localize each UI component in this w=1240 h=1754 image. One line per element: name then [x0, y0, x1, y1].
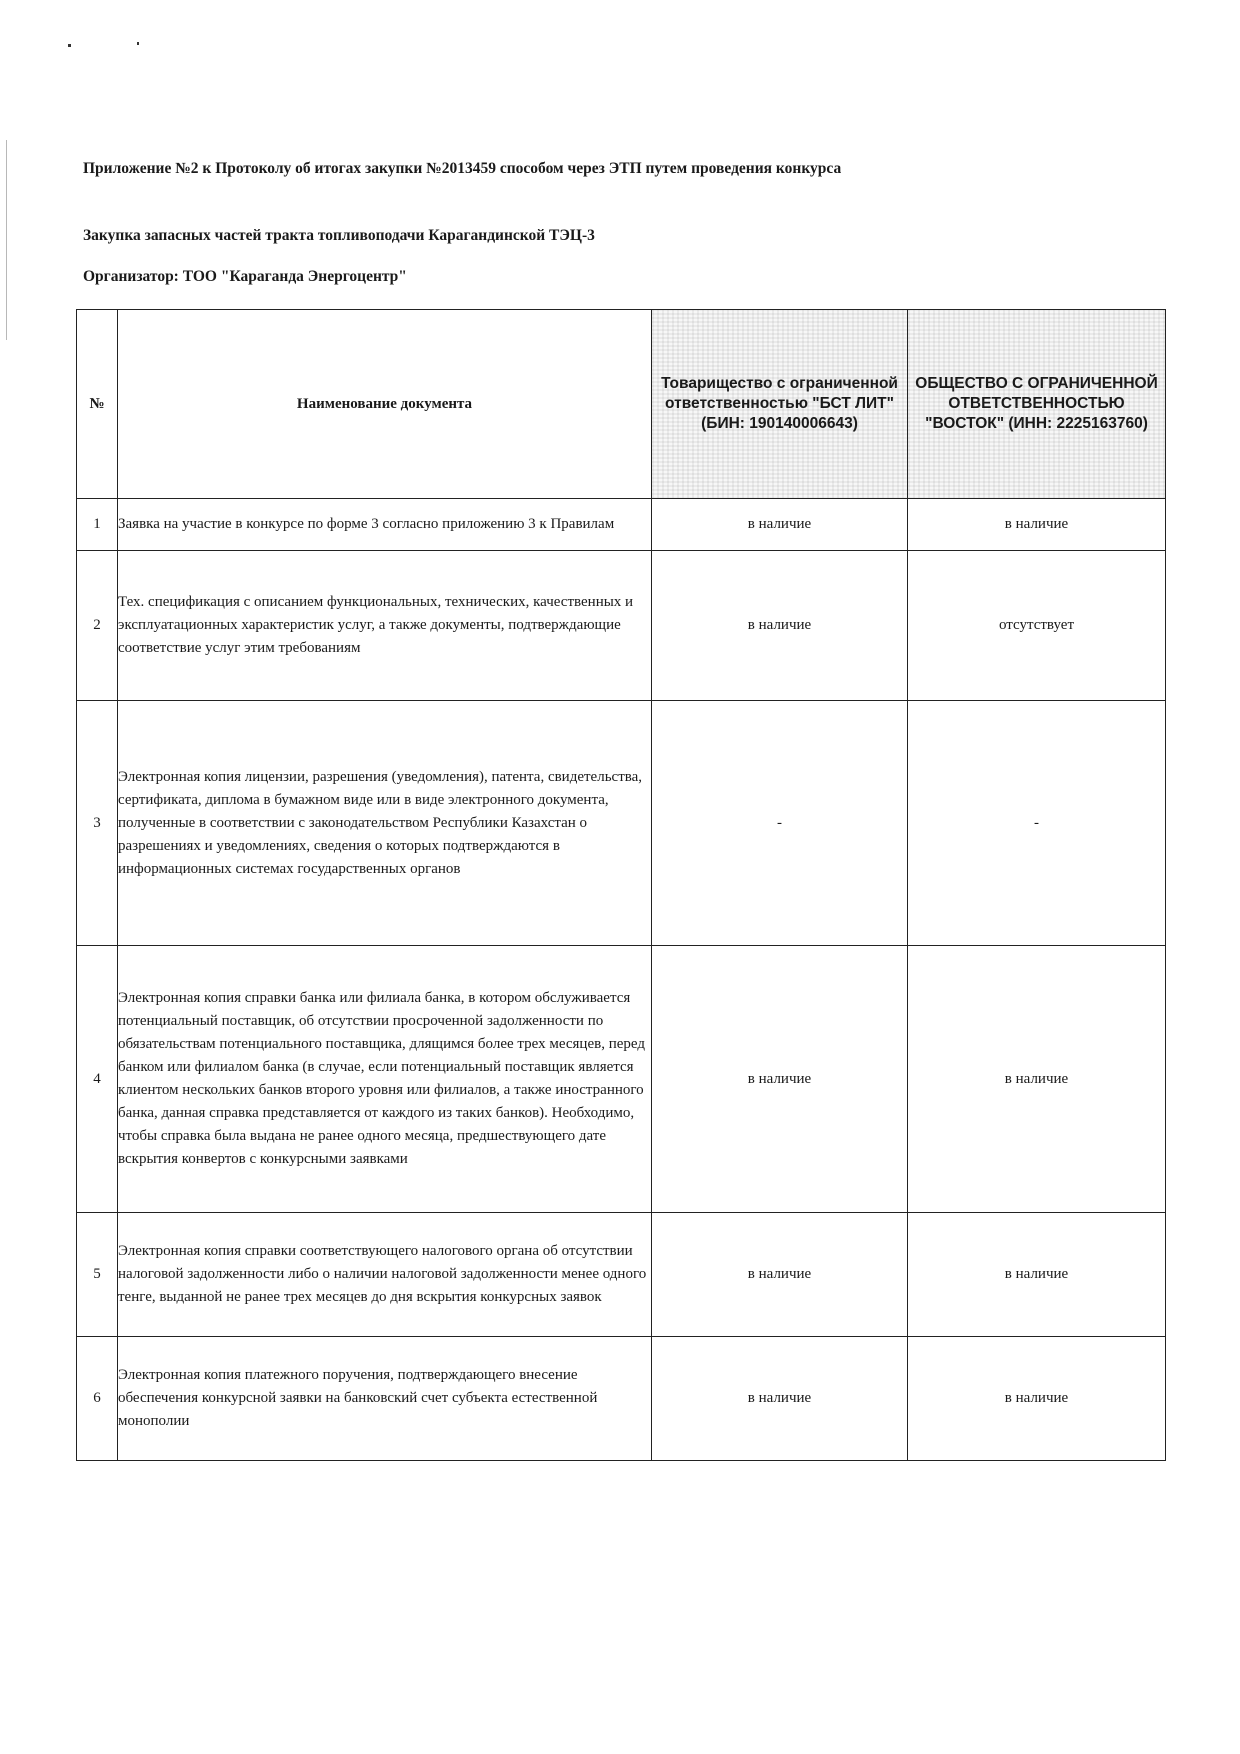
row-document-name: Тех. спецификация с описанием функциональных, технических, качественных и эксплуатационных характеристик услуг, а также документы, подтверждающие соответствие услуг этим требованиям: [118, 551, 652, 701]
table-row: [77, 499, 1166, 551]
documents-table: [76, 309, 1166, 1461]
row-document-name: Электронная копия платежного поручения, подтверждающего внесение обеспечения конкурсной заявки на банковский счет субъекта естественной монополии: [118, 1337, 652, 1461]
row-number: 1: [77, 499, 118, 551]
row-document-name: Электронная копия справки банка или филиала банка, в котором обслуживается потенциальный поставщик, об отсутствии просроченной задолженности по обязательствам потенциального поставщика, длящимся более трех месяцев, перед банком или филиалом банка (в случае, если потенциальный поставщик является клиентом нескольких банков второго уровня или филиалов, а также иностранного банка, данная справка представляется от каждого из таких банков). Необходимо, чтобы справка была выдана не ранее одного месяца, предшествующего дате вскрытия конвертов с конкурсными заявками: [118, 946, 652, 1213]
header-supplier-2: ОБЩЕСТВО С ОГРАНИЧЕННОЙ ОТВЕТСТВЕННОСТЬЮ "ВОСТОК" (ИНН: 2225163760): [908, 310, 1166, 499]
purchase-subject: Закупка запасных частей тракта топливоподачи Карагандинской ТЭЦ-3: [83, 227, 595, 244]
row-supplier-1-status: в наличие: [652, 946, 908, 1213]
organizer-line: Организатор: ТОО "Караганда Энергоцентр": [83, 268, 407, 285]
row-supplier-2-status: -: [908, 701, 1166, 946]
table-row: [77, 551, 1166, 701]
row-supplier-2-status: в наличие: [908, 1337, 1166, 1461]
row-supplier-1-status: в наличие: [652, 499, 908, 551]
row-supplier-2-status: в наличие: [908, 1213, 1166, 1337]
row-number: 6: [77, 1337, 118, 1461]
row-number: 5: [77, 1213, 118, 1337]
table-row: [77, 701, 1166, 946]
row-number: 4: [77, 946, 118, 1213]
scan-speck: [137, 42, 139, 45]
row-supplier-2-status: отсутствует: [908, 551, 1166, 701]
row-supplier-1-status: в наличие: [652, 1337, 908, 1461]
row-document-name: Электронная копия лицензии, разрешения (уведомления), патента, свидетельства, сертификата, диплома в бумажном виде или в виде электронного документа, полученные в соответствии с законодательством Республики Казахстан о разрешениях и уведомлениях, сведения о которых подтверждаются в информационных системах государственных органов: [118, 701, 652, 946]
row-number: 3: [77, 701, 118, 946]
table-row: [77, 946, 1166, 1213]
document-title: Приложение №2 к Протоколу об итогах закупки №2013459 способом через ЭТП путем проведения конкурса: [83, 160, 842, 177]
scan-speck: [68, 44, 71, 47]
header-number: №: [77, 310, 118, 499]
header-supplier-1: Товарищество с ограниченной ответственностью "БСТ ЛИТ" (БИН: 190140006643): [652, 310, 908, 499]
row-document-name: Заявка на участие в конкурсе по форме 3 согласно приложению 3 к Правилам: [118, 499, 652, 551]
row-supplier-2-status: в наличие: [908, 946, 1166, 1213]
scan-speck: [6, 140, 7, 340]
row-supplier-1-status: -: [652, 701, 908, 946]
table-header-row: [77, 310, 1166, 499]
row-supplier-2-status: в наличие: [908, 499, 1166, 551]
row-supplier-1-status: в наличие: [652, 551, 908, 701]
row-supplier-1-status: в наличие: [652, 1213, 908, 1337]
row-document-name: Электронная копия справки соответствующего налогового органа об отсутствии налоговой задолженности либо о наличии налоговой задолженности менее одного тенге, выданной не ранее трех месяцев до дня вскрытия конкурсных заявок: [118, 1213, 652, 1337]
table-row: [77, 1213, 1166, 1337]
header-document-name: Наименование документа: [118, 310, 652, 499]
row-number: 2: [77, 551, 118, 701]
table-row: [77, 1337, 1166, 1461]
